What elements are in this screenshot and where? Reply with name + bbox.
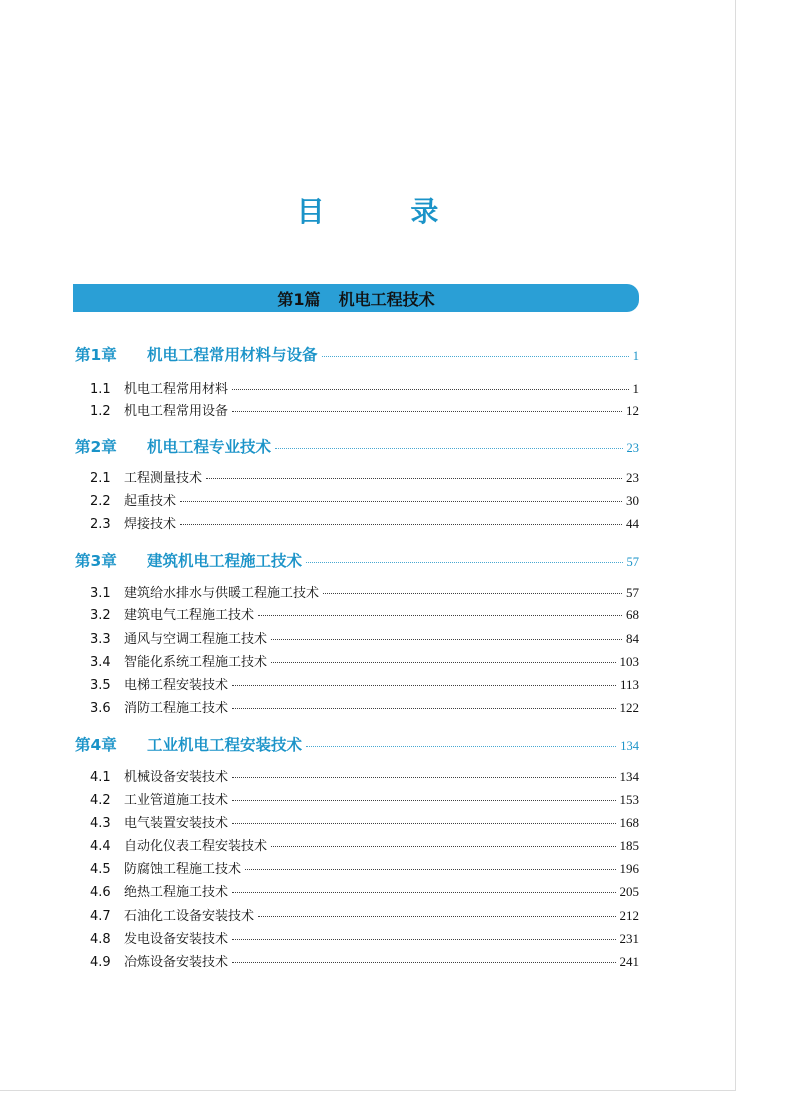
toc-chapter-entry[interactable] <box>75 343 639 365</box>
dot-leader <box>232 389 628 390</box>
toc-section-entry[interactable] <box>90 928 639 947</box>
dot-leader <box>232 962 615 963</box>
toc-entry-number: 2.3 <box>90 517 111 532</box>
toc-section-entry[interactable] <box>90 766 639 785</box>
dot-leader <box>271 662 615 663</box>
toc-entry-title: 起重技术 <box>124 494 177 509</box>
toc-section-entry[interactable] <box>90 905 639 924</box>
toc-entry-page-number: 196 <box>619 861 639 876</box>
toc-entry-title: 机电工程常用材料 <box>124 382 229 397</box>
toc-entry-number: 3.5 <box>90 678 111 693</box>
toc-section-entry[interactable] <box>90 858 639 877</box>
toc-entry-page-number: 185 <box>619 838 639 853</box>
toc-entry-number: 2.2 <box>90 494 111 509</box>
toc-entry-title: 机电工程常用设备 <box>124 404 229 419</box>
toc-entry-title: 建筑给水排水与供暖工程施工技术 <box>124 586 320 601</box>
toc-entry-title: 机电工程专业技术 <box>147 438 272 456</box>
toc-section-entry[interactable] <box>90 789 639 808</box>
page-title: 目 录 <box>296 195 477 228</box>
toc-entry-number: 4.6 <box>90 885 111 900</box>
toc-entry-number: 3.2 <box>90 608 111 623</box>
toc-section-entry[interactable] <box>90 651 639 670</box>
toc-entry-page-number: 205 <box>619 884 639 899</box>
toc-entry-page-number: 57 <box>626 555 639 569</box>
dot-leader <box>180 501 622 502</box>
toc-section-entry[interactable] <box>90 378 639 397</box>
dot-leader <box>323 593 622 594</box>
toc-entry-page-number: 168 <box>619 815 639 830</box>
dot-leader <box>306 746 616 747</box>
toc-entry-title: 电气装置安装技术 <box>124 816 229 831</box>
toc-entry-number: 4.5 <box>90 862 111 877</box>
toc-entry-page-number: 84 <box>626 631 639 646</box>
toc-section-entry[interactable] <box>90 490 639 509</box>
toc-section-entry[interactable] <box>90 881 639 900</box>
dot-leader <box>275 448 622 449</box>
toc-entry-number: 1.2 <box>90 404 111 419</box>
toc-entry-title: 焊接技术 <box>124 517 177 532</box>
dot-leader <box>180 524 622 525</box>
toc-entry-title: 工业机电工程安装技术 <box>147 736 303 754</box>
toc-entry-number: 1.1 <box>90 382 111 397</box>
toc-entry-number: 3.4 <box>90 655 111 670</box>
toc-entry-title: 发电设备安装技术 <box>124 932 229 947</box>
toc-entry-title: 电梯工程安装技术 <box>124 678 229 693</box>
dot-leader <box>306 562 622 563</box>
toc-entry-page-number: 30 <box>626 493 639 508</box>
toc-entry-number: 第1章 <box>75 346 117 364</box>
dot-leader <box>232 777 615 778</box>
toc-entry-title: 石油化工设备安装技术 <box>124 909 255 924</box>
dot-leader <box>232 411 622 412</box>
dot-leader <box>206 478 622 479</box>
toc-entry-page-number: 134 <box>619 769 639 784</box>
dot-leader <box>232 823 615 824</box>
toc-entry-number: 3.6 <box>90 701 111 716</box>
toc-entry-title: 机电工程常用材料与设备 <box>147 346 318 364</box>
toc-entry-title: 通风与空调工程施工技术 <box>124 632 268 647</box>
toc-entry-page-number: 1 <box>632 381 639 396</box>
toc-entry-title: 绝热工程施工技术 <box>124 885 229 900</box>
toc-entry-title: 建筑机电工程施工技术 <box>147 552 303 570</box>
toc-entry-title: 建筑电气工程施工技术 <box>124 608 255 623</box>
toc-section-entry[interactable] <box>90 674 639 693</box>
toc-entry-number: 4.7 <box>90 909 111 924</box>
toc-entry-number: 4.2 <box>90 793 111 808</box>
toc-entry-number: 4.4 <box>90 839 111 854</box>
toc-entry-page-number: 44 <box>626 516 639 531</box>
toc-entry-number: 3.3 <box>90 632 111 647</box>
toc-entry-page-number: 153 <box>619 792 639 807</box>
part-number: 第1篇 <box>277 289 321 309</box>
toc-section-entry[interactable] <box>90 835 639 854</box>
toc-entry-number: 2.1 <box>90 471 111 486</box>
dot-leader <box>245 869 615 870</box>
dot-leader <box>232 685 616 686</box>
toc-entry-page-number: 122 <box>619 700 639 715</box>
toc-entry-number: 4.8 <box>90 932 111 947</box>
toc-entry-page-number: 103 <box>619 654 639 669</box>
toc-entry-title: 工业管道施工技术 <box>124 793 229 808</box>
toc-entry-number: 4.9 <box>90 955 111 970</box>
toc-entry-title: 防腐蚀工程施工技术 <box>124 862 242 877</box>
toc-entry-page-number: 23 <box>626 441 639 455</box>
toc-entry-title: 机械设备安装技术 <box>124 770 229 785</box>
dot-leader <box>232 708 615 709</box>
toc-entry-page-number: 57 <box>626 585 639 600</box>
dot-leader <box>258 615 622 616</box>
part-name: 机电工程技术 <box>338 289 435 309</box>
toc-entry-number: 第4章 <box>75 736 117 754</box>
dot-leader <box>271 846 615 847</box>
toc-entry-page-number: 113 <box>619 677 639 692</box>
toc-entry-number: 4.3 <box>90 816 111 831</box>
toc-entry-title: 工程测量技术 <box>124 471 203 486</box>
toc-section-entry[interactable] <box>90 697 639 716</box>
toc-chapter-entry[interactable] <box>75 435 639 457</box>
toc-entry-title: 冶炼设备安装技术 <box>124 955 229 970</box>
toc-section-entry[interactable] <box>90 812 639 831</box>
dot-leader <box>322 356 629 357</box>
dot-leader <box>271 639 622 640</box>
toc-section-entry[interactable] <box>90 951 639 970</box>
toc-section-entry[interactable] <box>90 400 639 419</box>
toc-section-entry[interactable] <box>90 604 639 623</box>
toc-entry-page-number: 23 <box>626 470 639 485</box>
toc-entry-title: 智能化系统工程施工技术 <box>124 655 268 670</box>
toc-entry-page-number: 231 <box>619 931 639 946</box>
toc-entry-title: 自动化仪表工程安装技术 <box>124 839 268 854</box>
toc-section-entry[interactable] <box>90 582 639 601</box>
toc-section-entry[interactable] <box>90 628 639 647</box>
toc-entry-number: 3.1 <box>90 586 111 601</box>
toc-entry-number: 第3章 <box>75 552 117 570</box>
toc-entry-number: 4.1 <box>90 770 111 785</box>
part-banner <box>73 284 639 312</box>
toc-entry-page-number: 212 <box>619 908 639 923</box>
dot-leader <box>232 939 615 940</box>
toc-section-entry[interactable] <box>90 513 639 532</box>
toc-entry-title: 消防工程施工技术 <box>124 701 229 716</box>
dot-leader <box>232 800 615 801</box>
toc-section-entry[interactable] <box>90 467 639 486</box>
toc-entry-page-number: 1 <box>632 349 639 363</box>
toc-chapter-entry[interactable] <box>75 549 639 571</box>
toc-entry-page-number: 12 <box>626 403 639 418</box>
toc-entry-page-number: 241 <box>619 954 639 969</box>
dot-leader <box>258 916 615 917</box>
dot-leader <box>232 892 615 893</box>
toc-entry-page-number: 68 <box>626 607 639 622</box>
toc-entry-page-number: 134 <box>620 739 639 753</box>
toc-chapter-entry[interactable] <box>75 733 639 755</box>
toc-entry-number: 第2章 <box>75 438 117 456</box>
